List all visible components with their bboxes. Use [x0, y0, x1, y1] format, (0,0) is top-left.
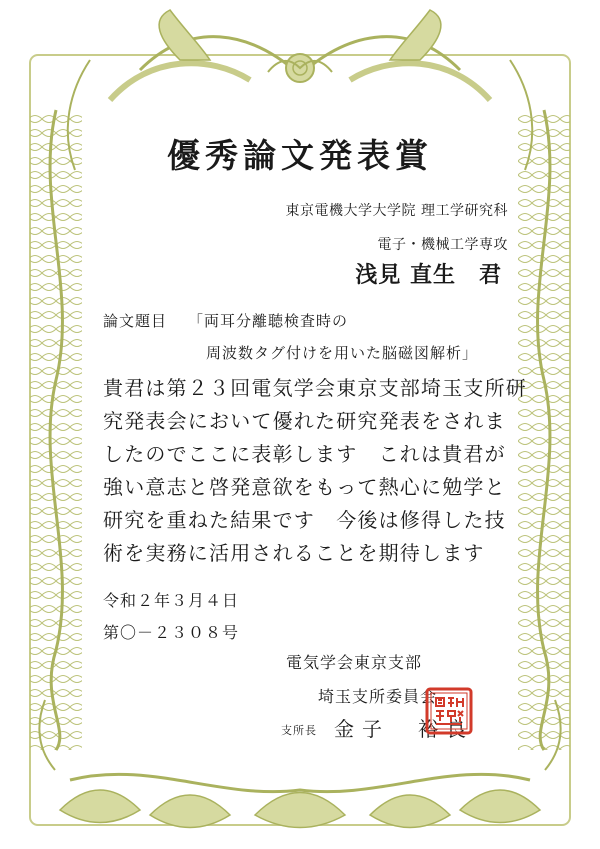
paper-title-label: 論文題目 [103, 312, 168, 330]
body-text-line: 貴君は第２３回電気学会東京支部埼玉支所研 [103, 376, 527, 400]
issuer-committee: 埼玉支所委員会 [318, 687, 438, 706]
issuer-organization: 電気学会東京支部 [286, 653, 423, 672]
affiliation-school: 東京電機大学大学院 理工学研究科 [285, 203, 508, 219]
official-seal-stamp [424, 686, 474, 736]
body-text-line: 研究を重ねた結果です 今後は修得した技 [103, 508, 506, 532]
certificate-number: 第〇－２３０８号 [103, 623, 240, 642]
body-text-line: 強い意志と啓発意欲をもって熱心に勉学と [103, 475, 506, 499]
body-text-line: 究発表会において優れた研究発表をされま [103, 409, 506, 433]
award-date: 令和２年３月４日 [103, 591, 240, 610]
body-text-line: したのでここに表彰します これは貴君が [103, 442, 506, 466]
recipient-name: 浅見 直生 君 [355, 262, 502, 288]
body-text-line: 術を実務に活用されることを期待します [103, 541, 485, 565]
certificate-title: 優秀論文発表賞 [167, 136, 433, 175]
affiliation-department: 電子・機械工学専攻 [377, 237, 508, 253]
paper-title-line2: 周波数タグ付けを用いた脳磁図解析」 [206, 344, 479, 362]
signatory-title: 支所長 [281, 724, 317, 737]
signatory-name: 金子 裕良 [334, 717, 474, 741]
paper-title-line1: 「両耳分離聴検査時の [188, 312, 349, 330]
